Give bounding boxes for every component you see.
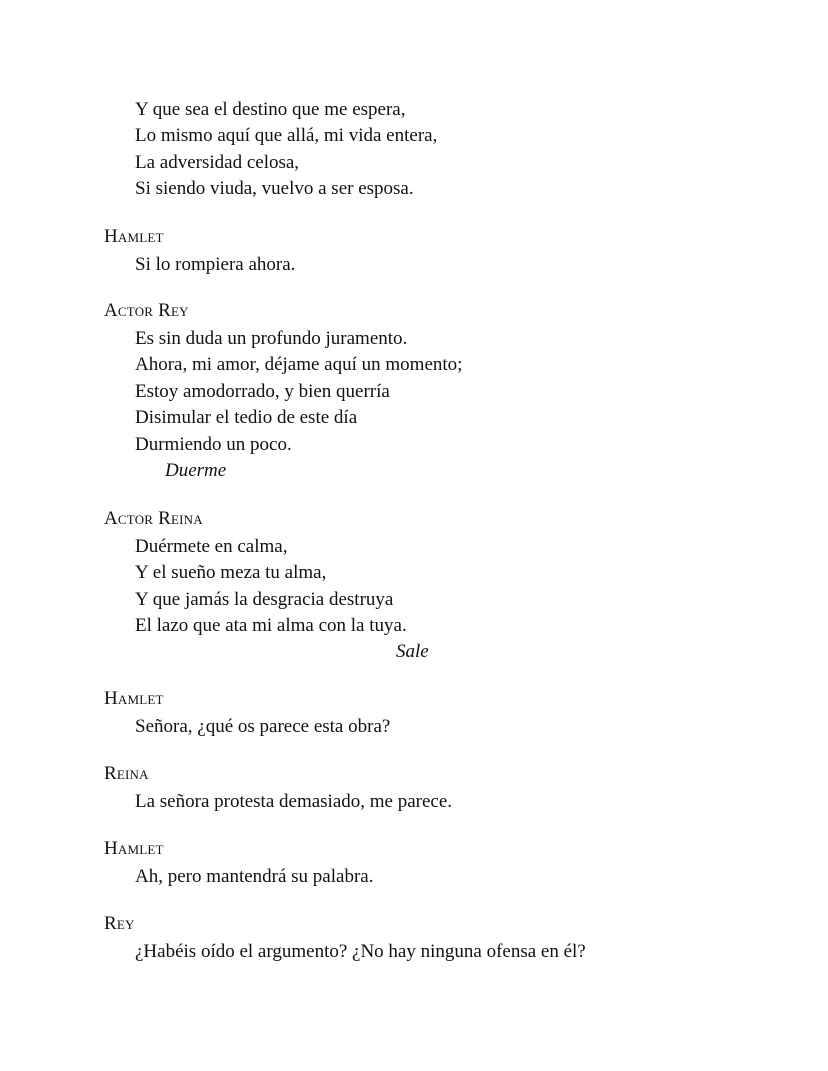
- verse-line: La adversidad celosa,: [135, 152, 300, 173]
- speech-line: ¿Habéis oído el argumento? ¿No hay ninguna ofensa en él?: [135, 941, 586, 962]
- speaker-name: Hamlet: [104, 688, 164, 709]
- stage-direction: Duerme: [165, 460, 227, 481]
- speech-line: Duérmete en calma,: [135, 536, 288, 557]
- speech-line: Estoy amodorrado, y bien querría: [135, 381, 390, 402]
- speech-line: Es sin duda un profundo juramento.: [135, 328, 408, 349]
- speech-line: Disimular el tedio de este día: [135, 407, 358, 428]
- stage-direction: Sale: [396, 641, 429, 662]
- speaker-name: Actor Reina: [104, 508, 203, 529]
- speech-line: Señora, ¿qué os parece esta obra?: [135, 716, 391, 737]
- speech-line: Ah, pero mantendrá su palabra.: [135, 866, 374, 887]
- verse-line: Y que sea el destino que me espera,: [135, 99, 406, 120]
- speaker-name: Actor Rey: [104, 300, 189, 321]
- speech-line: Si lo rompiera ahora.: [135, 254, 296, 275]
- verse-line: Lo mismo aquí que allá, mi vida entera,: [135, 125, 438, 146]
- speech-line: Y el sueño meza tu alma,: [135, 562, 327, 583]
- speaker-name: Rey: [104, 913, 135, 934]
- speaker-name: Hamlet: [104, 838, 164, 859]
- speech-line: Durmiendo un poco.: [135, 434, 292, 455]
- speech-line: El lazo que ata mi alma con la tuya.: [135, 615, 407, 636]
- verse-line: Si siendo viuda, vuelvo a ser esposa.: [135, 178, 414, 199]
- speech-line: Y que jamás la desgracia destruya: [135, 589, 394, 610]
- speaker-name: Hamlet: [104, 226, 164, 247]
- speaker-name: Reina: [104, 763, 149, 784]
- speech-line: La señora protesta demasiado, me parece.: [135, 791, 453, 812]
- speech-line: Ahora, mi amor, déjame aquí un momento;: [135, 354, 463, 375]
